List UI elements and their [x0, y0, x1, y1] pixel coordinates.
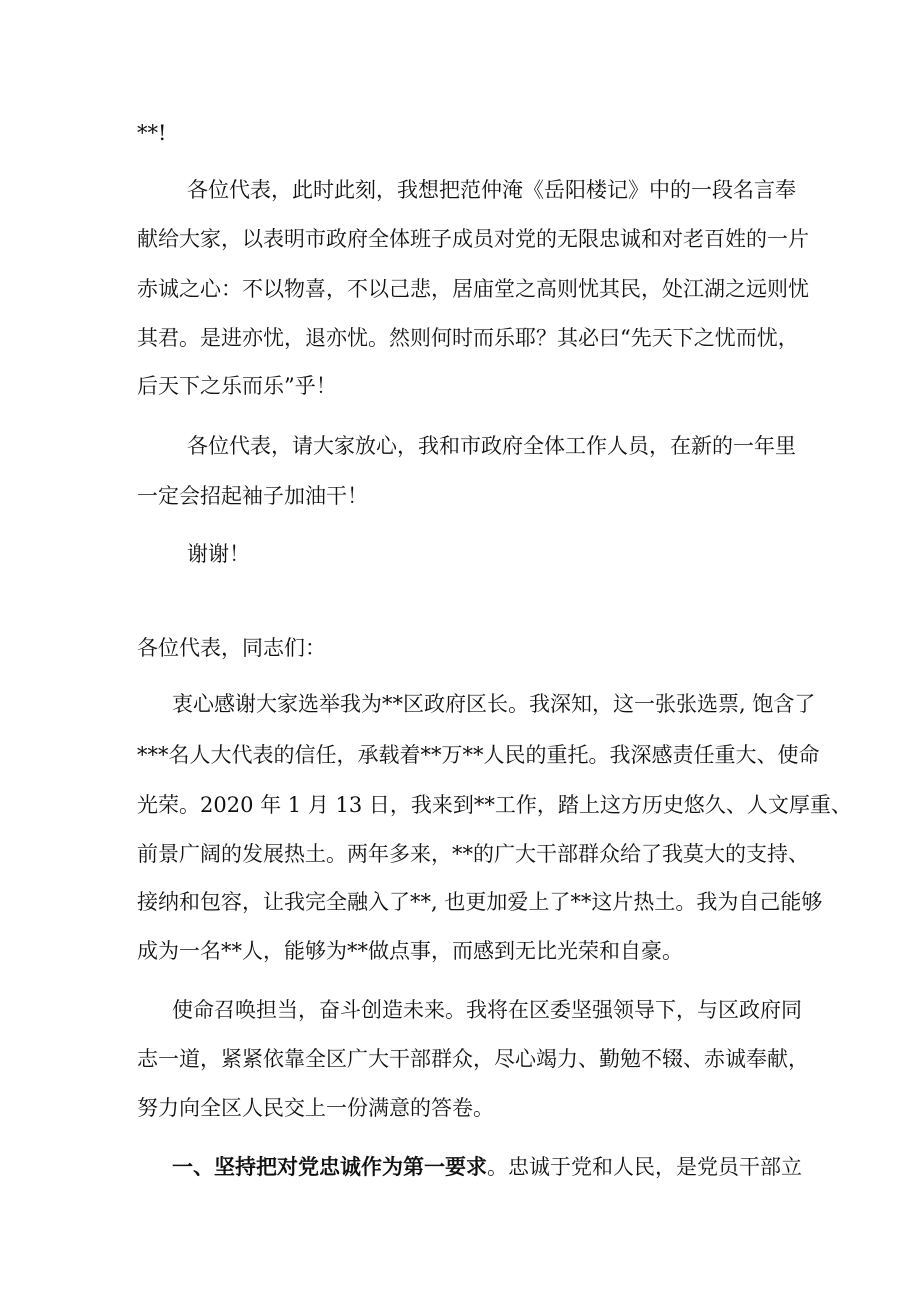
- section-one-text: 。忠诚于党和人民，是党员干部立: [487, 1155, 802, 1179]
- paragraph-line: 成为一名**人，能够为**做点事，而感到无比光荣和自豪。: [137, 939, 683, 963]
- section-one-heading: 一、坚持把对党忠诚作为第一要求: [172, 1154, 487, 1179]
- paragraph-line: 各位代表，此时此刻，我想把范仲淹《岳阳楼记》中的一段名言奉: [187, 178, 796, 202]
- paragraph-line: 接纳和包容，让我完全融入了**, 也更加爱上了**这片热土。我为自己能够: [137, 890, 823, 914]
- section-one-line: [172, 1153, 802, 1181]
- closing-fragment: **!: [137, 121, 167, 145]
- paragraph-line: 献给大家，以表明市政府全体班子成员对党的无限忠诚和对老百姓的一片: [137, 227, 809, 251]
- paragraph-line: 其君。是进亦忧，退亦忧。然则何时而乐耶？其必曰“先天下之忧而忧，: [137, 326, 799, 350]
- paragraph-line: 前景广阔的发展热土。两年多来，**的广大干部群众给了我莫大的支持、: [137, 842, 809, 866]
- paragraph-line: 志一道，紧紧依靠全区广大干部群众，尽心竭力、勤勉不辍、赤诚奉献，: [137, 1047, 809, 1071]
- paragraph-line: 各位代表，请大家放心，我和市政府全体工作人员，在新的一年里: [187, 434, 796, 458]
- paragraph-line: 光荣。2020 年 1 月 13 日，我来到**工作，踏上这方历史悠久、人文厚重、: [137, 793, 852, 817]
- paragraph-line: 后天下之乐而乐”乎！: [137, 374, 337, 398]
- thanks-line: 谢谢！: [187, 542, 250, 566]
- paragraph-line: 努力向全区人民交上一份满意的答卷。: [137, 1096, 494, 1120]
- paragraph-line: ***名人大代表的信任，承载着**万**人民的重托。我深感责任重大、使命: [137, 743, 820, 767]
- paragraph-line: 衷心感谢大家选举我为**区政府区长。我深知，这一张张选票, 饱含了: [172, 692, 816, 716]
- salutation: 各位代表，同志们：: [137, 636, 326, 660]
- paragraph-line: 赤诚之心：不以物喜，不以己悲，居庙堂之高则忧其民，处江湖之远则忧: [137, 277, 809, 301]
- paragraph-line: 一定会招起袖子加油干！: [137, 484, 368, 508]
- paragraph-line: 使命召唤担当，奋斗创造未来。我将在区委坚强领导下，与区政府同: [172, 998, 802, 1022]
